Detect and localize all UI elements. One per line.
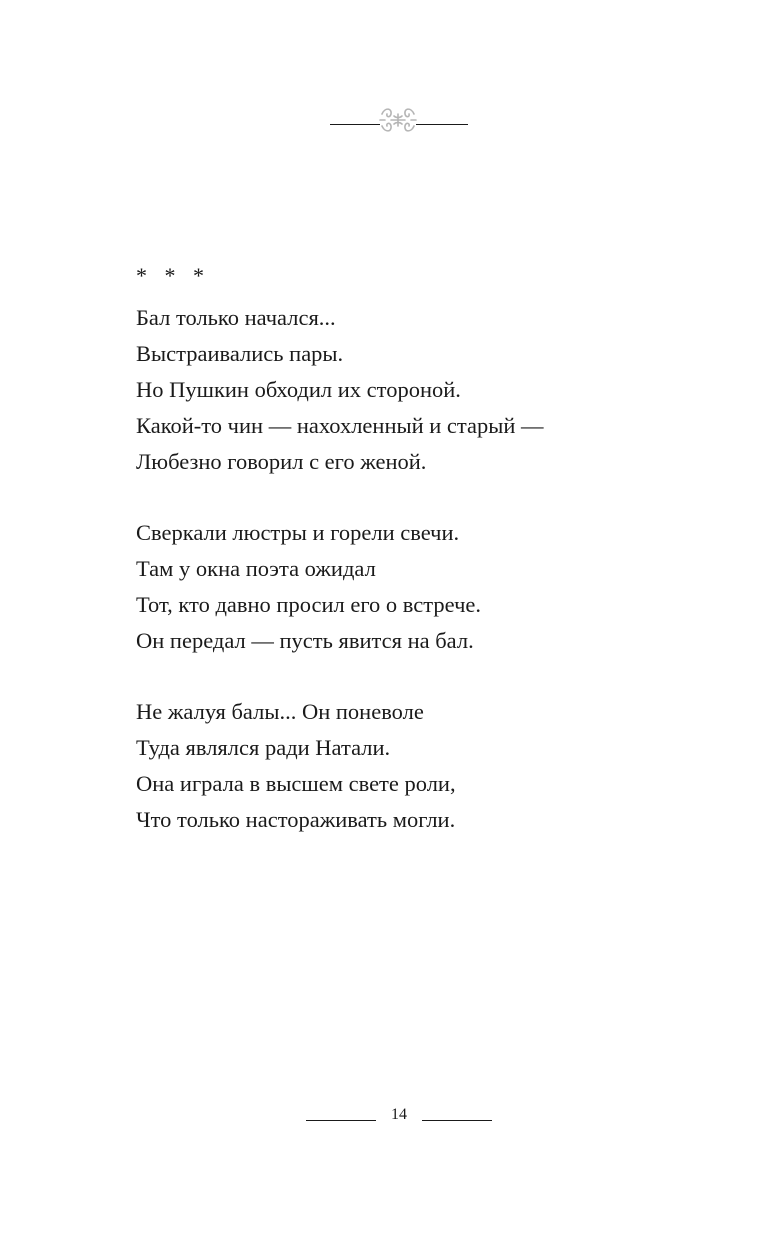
- poem-line: Выстраивались пары.: [136, 341, 344, 366]
- poem-line: Туда являлся ради Натали.: [136, 735, 391, 760]
- poem-line: Бал только начался...: [136, 305, 336, 330]
- poem-line: Но Пушкин обходил их стороной.: [136, 377, 461, 402]
- stanza-1: [136, 300, 696, 480]
- flourish-ornament-icon: [379, 104, 417, 136]
- poem: [136, 258, 696, 873]
- poem-line: Сверкали люстры и горели свечи.: [136, 520, 460, 545]
- poem-line: Что только настораживать могли.: [136, 807, 456, 832]
- footer-rule-right: [422, 1120, 492, 1121]
- poem-line: Какой-то чин — нахохленный и старый —: [136, 413, 544, 438]
- ornament-rule-right: [416, 124, 468, 125]
- poem-line: Она играла в высшем свете роли,: [136, 771, 456, 796]
- page-footer: [306, 1102, 492, 1132]
- header-ornament: [330, 104, 468, 136]
- stanza-2: [136, 515, 696, 659]
- poem-line: Там у окна поэта ожидал: [136, 556, 376, 581]
- poem-line: Тот, кто давно просил его о встрече.: [136, 592, 481, 617]
- poem-line: Не жалуя балы... Он поневоле: [136, 699, 424, 724]
- ornament-rule-left: [330, 124, 380, 125]
- stanza-separator: * * *: [136, 263, 210, 288]
- footer-rule-left: [306, 1120, 376, 1121]
- poem-line: Любезно говорил с его женой.: [136, 449, 427, 474]
- poem-line: Он передал — пусть явится на бал.: [136, 628, 474, 653]
- stanza-3: [136, 694, 696, 838]
- page-number: 14: [391, 1106, 407, 1123]
